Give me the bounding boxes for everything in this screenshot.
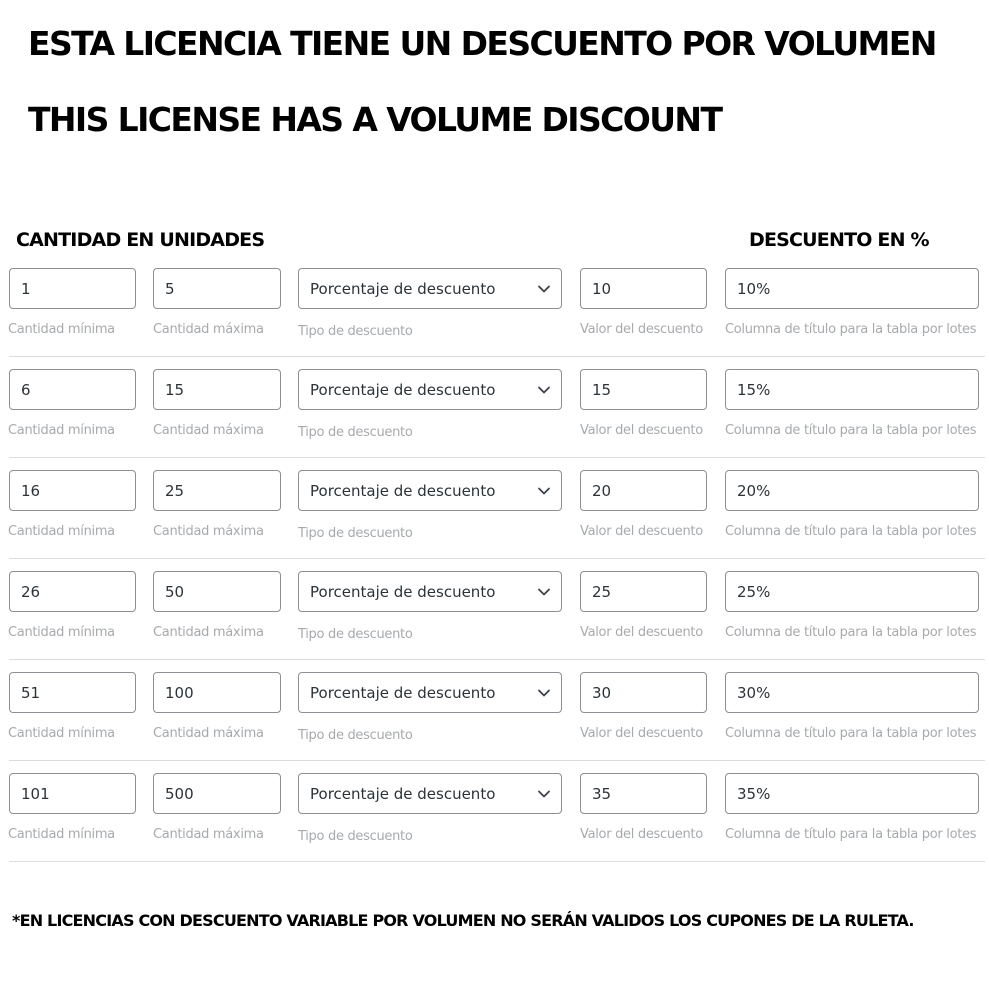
table-column-title-label: Columna de título para la tabla por lotes: [725, 726, 977, 741]
min-quantity-label: Cantidad mínima: [8, 322, 115, 337]
row-divider: [9, 659, 985, 660]
min-quantity-input[interactable]: 26: [9, 571, 136, 612]
row-divider: [9, 558, 985, 559]
table-column-title-input[interactable]: 20%: [725, 470, 979, 511]
min-quantity-input[interactable]: 1: [9, 268, 136, 309]
quantity-heading: CANTIDAD EN UNIDADES: [16, 229, 265, 251]
max-quantity-input[interactable]: 25: [153, 470, 281, 511]
max-quantity-label: Cantidad máxima: [153, 423, 264, 438]
table-column-title-label: Columna de título para la tabla por lotes: [725, 423, 977, 438]
discount-value-label: Valor del descuento: [580, 827, 703, 842]
discount-type-label: Tipo de descuento: [298, 324, 413, 339]
max-quantity-input[interactable]: 5: [153, 268, 281, 309]
table-column-title-label: Columna de título para la tabla por lotes: [725, 827, 977, 842]
discount-type-select[interactable]: [298, 571, 562, 612]
discount-value-input[interactable]: 15: [580, 369, 707, 410]
min-quantity-label: Cantidad mínima: [8, 625, 115, 640]
discount-type-select[interactable]: [298, 672, 562, 713]
discount-type-value: Porcentaje de descuento: [310, 582, 496, 601]
discount-value-input[interactable]: 30: [580, 672, 707, 713]
chevron-down-icon: [537, 585, 551, 599]
discount-type-label: Tipo de descuento: [298, 425, 413, 440]
chevron-down-icon: [537, 787, 551, 801]
min-quantity-label: Cantidad mínima: [8, 524, 115, 539]
table-column-title-input[interactable]: 10%: [725, 268, 979, 309]
discount-value-label: Valor del descuento: [580, 726, 703, 741]
discount-type-select[interactable]: [298, 470, 562, 511]
discount-type-value: Porcentaje de descuento: [310, 683, 496, 702]
discount-value-label: Valor del descuento: [580, 625, 703, 640]
row-divider: [9, 457, 985, 458]
discount-type-label: Tipo de descuento: [298, 526, 413, 541]
discount-value-label: Valor del descuento: [580, 524, 703, 539]
discount-type-select[interactable]: [298, 369, 562, 410]
max-quantity-input[interactable]: 500: [153, 773, 281, 814]
discount-rule-row: [0, 662, 989, 763]
discount-rule-row: [0, 763, 989, 864]
discount-type-label: Tipo de descuento: [298, 627, 413, 642]
min-quantity-input[interactable]: 16: [9, 470, 136, 511]
discount-rule-row: [0, 561, 989, 662]
table-column-title-input[interactable]: 35%: [725, 773, 979, 814]
row-divider: [9, 760, 985, 761]
discount-rule-row: [0, 460, 989, 561]
discount-type-label: Tipo de descuento: [298, 728, 413, 743]
row-divider: [9, 861, 985, 862]
discount-value-label: Valor del descuento: [580, 423, 703, 438]
table-column-title-input[interactable]: 15%: [725, 369, 979, 410]
discount-value-input[interactable]: 10: [580, 268, 707, 309]
title-english: THIS LICENSE HAS A VOLUME DISCOUNT: [28, 100, 722, 139]
discount-type-select[interactable]: [298, 268, 562, 309]
max-quantity-input[interactable]: 100: [153, 672, 281, 713]
table-column-title-input[interactable]: 25%: [725, 571, 979, 612]
discount-type-select[interactable]: [298, 773, 562, 814]
max-quantity-label: Cantidad máxima: [153, 726, 264, 741]
discount-type-value: Porcentaje de descuento: [310, 784, 496, 803]
max-quantity-label: Cantidad máxima: [153, 524, 264, 539]
row-divider: [9, 356, 985, 357]
max-quantity-input[interactable]: 50: [153, 571, 281, 612]
table-column-title-label: Columna de título para la tabla por lotes: [725, 322, 977, 337]
max-quantity-input[interactable]: 15: [153, 369, 281, 410]
discount-rules-table: [0, 258, 989, 864]
max-quantity-label: Cantidad máxima: [153, 625, 264, 640]
table-column-title-input[interactable]: 30%: [725, 672, 979, 713]
chevron-down-icon: [537, 282, 551, 296]
chevron-down-icon: [537, 383, 551, 397]
min-quantity-input[interactable]: 101: [9, 773, 136, 814]
title-spanish: ESTA LICENCIA TIENE UN DESCUENTO POR VOLUMEN: [28, 24, 936, 63]
discount-type-value: Porcentaje de descuento: [310, 481, 496, 500]
footnote: *EN LICENCIAS CON DESCUENTO VARIABLE POR VOLUMEN NO SERÁN VALIDOS LOS CUPONES DE LA RULETA.: [12, 911, 914, 930]
min-quantity-label: Cantidad mínima: [8, 726, 115, 741]
discount-value-input[interactable]: 35: [580, 773, 707, 814]
discount-value-input[interactable]: 20: [580, 470, 707, 511]
min-quantity-input[interactable]: 51: [9, 672, 136, 713]
discount-type-value: Porcentaje de descuento: [310, 279, 496, 298]
min-quantity-input[interactable]: 6: [9, 369, 136, 410]
discount-value-label: Valor del descuento: [580, 322, 703, 337]
discount-type-value: Porcentaje de descuento: [310, 380, 496, 399]
min-quantity-label: Cantidad mínima: [8, 827, 115, 842]
discount-heading: DESCUENTO EN %: [749, 229, 929, 251]
discount-rule-row: [0, 258, 989, 359]
chevron-down-icon: [537, 484, 551, 498]
min-quantity-label: Cantidad mínima: [8, 423, 115, 438]
table-column-title-label: Columna de título para la tabla por lotes: [725, 625, 977, 640]
chevron-down-icon: [537, 686, 551, 700]
discount-value-input[interactable]: 25: [580, 571, 707, 612]
max-quantity-label: Cantidad máxima: [153, 827, 264, 842]
table-column-title-label: Columna de título para la tabla por lotes: [725, 524, 977, 539]
max-quantity-label: Cantidad máxima: [153, 322, 264, 337]
discount-type-label: Tipo de descuento: [298, 829, 413, 844]
discount-rule-row: [0, 359, 989, 460]
